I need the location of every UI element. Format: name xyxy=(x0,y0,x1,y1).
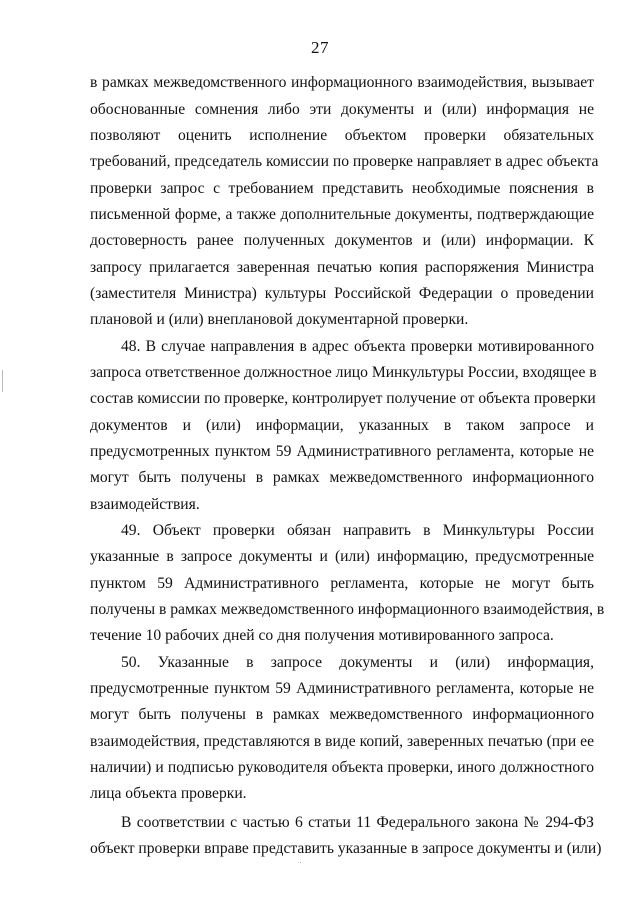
text-line: взаимодействия, представляются в виде копий, заверенных печатью (при ее xyxy=(90,733,594,750)
text-line: проверки запрос с требованием представить необходимые пояснения в xyxy=(90,180,594,197)
text-line: предусмотренных пунктом 59 Административного регламента, которые не xyxy=(90,443,594,460)
text-line: (заместителя Министра) культуры Российской Федерации о проведении xyxy=(90,285,594,302)
text-line: достоверность ранее полученных документов и (или) информации. К xyxy=(90,232,594,249)
text-line: могут быть получены в рамках межведомственного информационного xyxy=(90,706,594,723)
text-line: в рамках межведомственного информационного взаимодействия, вызывает xyxy=(90,74,594,91)
text-line: взаимодействия. xyxy=(90,496,200,513)
text-line: могут быть получены в рамках межведомственного информационного xyxy=(90,469,594,486)
text-line: документов и (или) информации, указанных в таком запросе и xyxy=(90,417,594,434)
text-line: обоснованные сомнения либо эти документы и (или) информация не xyxy=(90,101,594,118)
text-line: предусмотренные пунктом 59 Административного регламента, которые не xyxy=(90,680,594,697)
text-line: получены в рамках межведомственного информационного взаимодействия, в xyxy=(90,601,605,618)
paragraph-48-start: 48. В случае направления в адрес объекта проверки мотивированного xyxy=(121,338,594,355)
text-line: наличии) и подписью руководителя объекта проверки, иного должностного xyxy=(90,759,594,776)
text-line: требований, председатель комиссии по проверке направляет в адрес объекта xyxy=(90,153,599,170)
text-line: плановой и (или) внеплановой документарной проверки. xyxy=(90,311,469,328)
text-line: течение 10 рабочих дней со дня получения мотивированного запроса. xyxy=(90,627,554,644)
scan-speck xyxy=(300,862,301,863)
page-number: 27 xyxy=(311,38,329,57)
text-line: письменной форме, а также дополнительные документы, подтверждающие xyxy=(90,206,594,223)
text-line: позволяют оценить исполнение объектом проверки обязательных xyxy=(90,127,594,144)
text-line: состав комиссии по проверке, контролирует получение от объекта проверки xyxy=(90,390,596,407)
text-line: объект проверки вправе представить указанные в запросе документы и (или) xyxy=(90,840,602,857)
paragraph-law-start: В соответствии с частью 6 статьи 11 Федерального закона № 294-ФЗ xyxy=(121,814,594,831)
text-line: запроса ответственное должностное лицо Минкультуры России, входящее в xyxy=(90,364,597,381)
text-line: лица объекта проверки. xyxy=(90,785,247,802)
scan-margin-mark xyxy=(2,370,3,392)
text-line: пунктом 59 Административного регламента, которые не могут быть xyxy=(90,575,594,592)
text-line: указанные в запросе документы и (или) информацию, предусмотренные xyxy=(90,548,594,565)
text-line: запросу прилагается заверенная печатью копия распоряжения Министра xyxy=(90,259,594,276)
paragraph-50-start: 50. Указанные в запросе документы и (или) информация, xyxy=(121,654,594,671)
paragraph-49-start: 49. Объект проверки обязан направить в Минкультуры России xyxy=(121,522,594,539)
